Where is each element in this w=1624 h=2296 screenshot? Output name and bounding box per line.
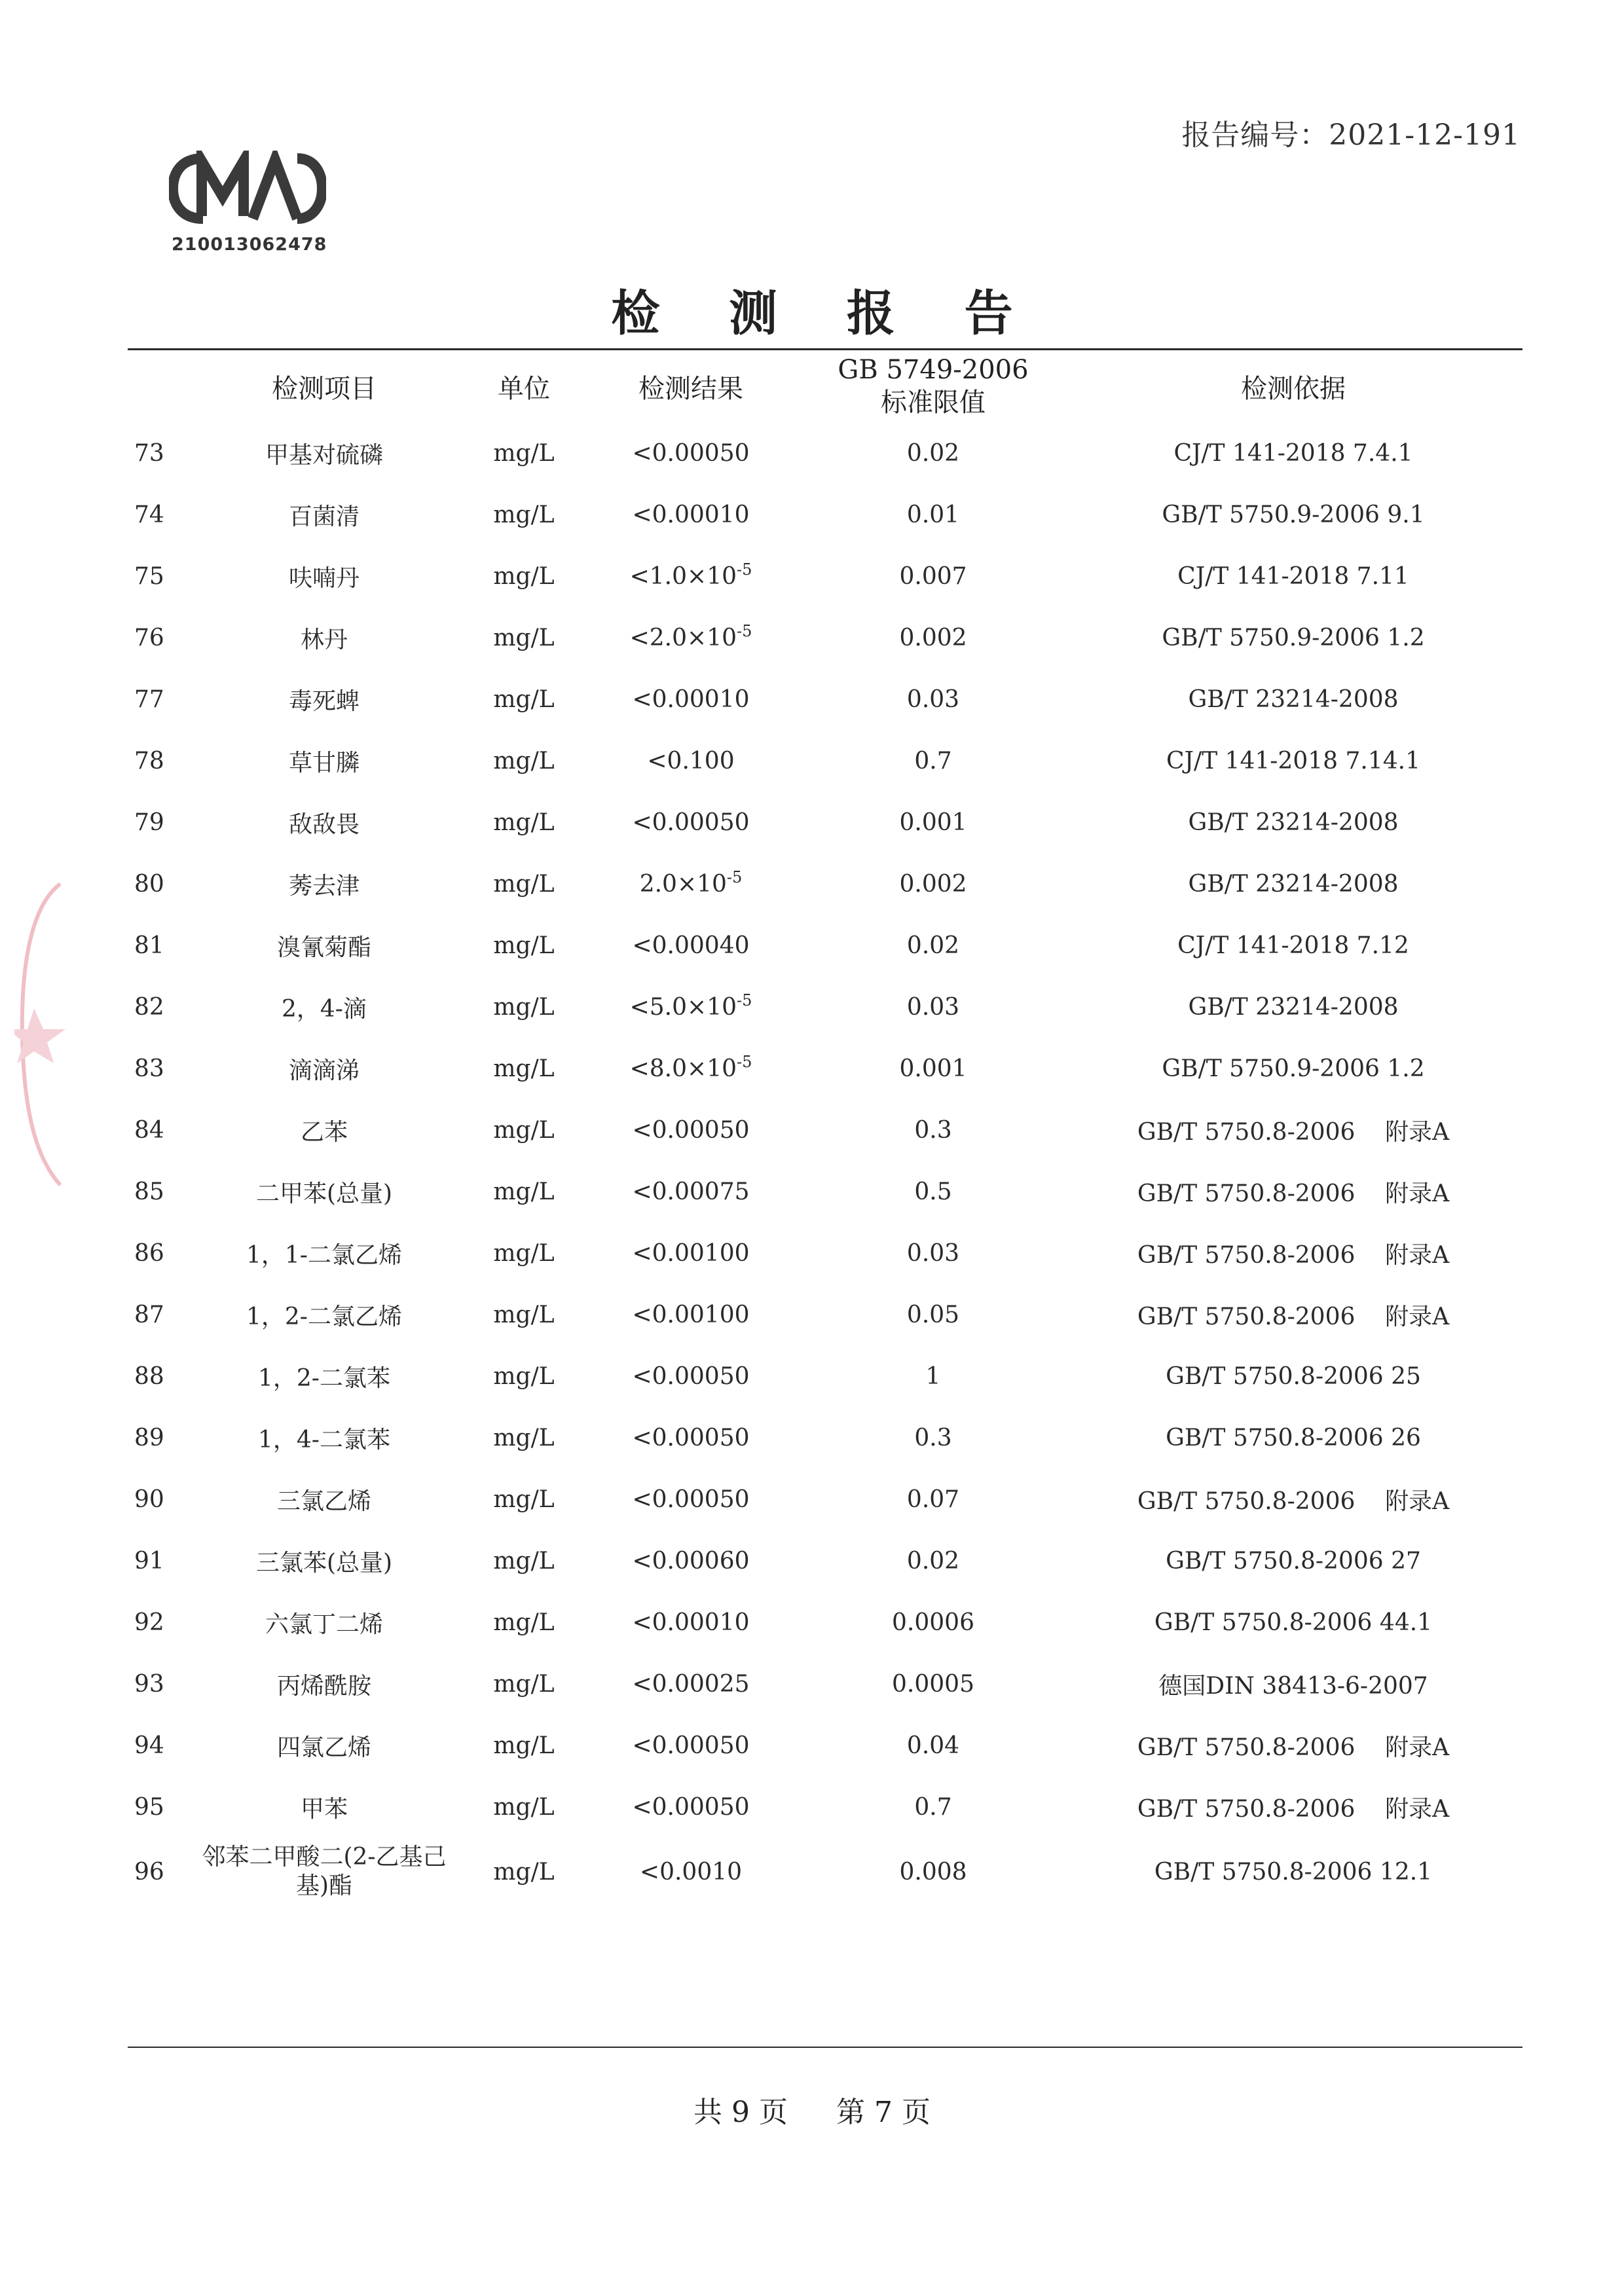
- results-table: [128, 350, 1522, 1906]
- table-row: [128, 484, 1522, 545]
- result-exponent: -5: [726, 867, 743, 886]
- row-limit: 0.0005: [892, 1670, 974, 1698]
- table-row: [128, 1345, 1522, 1407]
- row-basis: CJ/T 141-2018 7.4.1: [1173, 439, 1413, 467]
- row-result: <0.00100: [632, 1239, 750, 1267]
- result-base: 2.0×10: [639, 870, 727, 898]
- row-item: 敌敌畏: [288, 811, 360, 838]
- cma-code: 210013062478: [172, 234, 327, 255]
- row-no: 83: [134, 1055, 164, 1082]
- row-no: 89: [134, 1424, 164, 1451]
- row-limit: 0.02: [906, 439, 960, 467]
- row-unit: mg/L: [493, 1793, 555, 1821]
- row-result: <0.0010: [639, 1858, 743, 1886]
- row-item: 林丹: [300, 626, 348, 653]
- row-limit: 0.07: [906, 1485, 960, 1513]
- row-no: 95: [134, 1793, 164, 1821]
- row-no: 73: [134, 439, 164, 467]
- row-unit: mg/L: [493, 685, 555, 713]
- row-limit: 0.7: [914, 1793, 952, 1821]
- header-result: 检测结果: [638, 373, 743, 404]
- row-unit: mg/L: [493, 870, 555, 898]
- table-row: [128, 853, 1522, 915]
- row-unit: mg/L: [493, 1116, 555, 1144]
- row-basis: GB/T 5750.8-2006 25: [1166, 1362, 1421, 1390]
- table-row: [128, 1653, 1522, 1715]
- row-limit: 0.007: [899, 562, 967, 590]
- row-unit: mg/L: [493, 1858, 555, 1886]
- current-page: 第 7 页: [836, 2096, 931, 2129]
- row-result: <0.00010: [632, 501, 750, 528]
- row-item: 邻苯二甲酸二(2-乙基己基)酯: [202, 1844, 447, 1899]
- row-limit: 0.7: [914, 747, 952, 774]
- row-no: 75: [134, 562, 164, 590]
- row-limit: 0.03: [906, 1239, 960, 1267]
- row-basis: GB/T 23214-2008: [1188, 809, 1399, 836]
- row-result: <0.00050: [632, 1116, 750, 1144]
- row-basis: GB/T 5750.8-2006 附录A: [1137, 1303, 1450, 1330]
- result-base: <1.0×10: [629, 562, 737, 590]
- table-row: [128, 1592, 1522, 1653]
- bottom-rule: [128, 2047, 1522, 2048]
- row-item: 草甘膦: [288, 749, 360, 776]
- row-item: 溴氰菊酯: [276, 934, 371, 961]
- cma-mark-icon: [169, 151, 326, 229]
- page-footer: [0, 2088, 1624, 2130]
- row-result: <0.00010: [632, 1609, 750, 1636]
- row-limit: 0.001: [899, 809, 967, 836]
- row-unit: mg/L: [493, 1547, 555, 1575]
- row-no: 78: [134, 747, 164, 774]
- row-limit: 0.02: [906, 932, 960, 959]
- row-result: [580, 991, 802, 1021]
- row-basis: GB/T 5750.8-2006 44.1: [1154, 1609, 1433, 1636]
- row-result: [580, 560, 802, 590]
- row-limit: 0.04: [906, 1732, 960, 1759]
- row-limit: 0.02: [906, 1547, 960, 1575]
- row-unit: mg/L: [493, 1424, 555, 1451]
- row-item: 1，2-二氯苯: [258, 1364, 390, 1392]
- table-row: [128, 1038, 1522, 1099]
- row-result: <0.00040: [632, 932, 750, 959]
- row-item: 毒死蜱: [288, 687, 360, 715]
- row-limit: 0.03: [906, 685, 960, 713]
- row-result: [580, 867, 802, 898]
- row-limit: 0.001: [899, 1055, 967, 1082]
- row-unit: mg/L: [493, 624, 555, 651]
- row-result: <0.00025: [632, 1670, 750, 1698]
- row-item: 甲苯: [300, 1795, 348, 1823]
- row-result: <0.00050: [632, 1424, 750, 1451]
- row-no: 76: [134, 624, 164, 651]
- row-item: 1，1-二氯乙烯: [246, 1241, 402, 1269]
- row-basis: CJ/T 141-2018 7.12: [1177, 932, 1409, 959]
- total-pages: 共 9 页: [693, 2096, 788, 2129]
- row-basis: GB/T 5750.8-2006 附录A: [1137, 1487, 1450, 1515]
- header-item: 检测项目: [272, 373, 377, 404]
- row-basis: CJ/T 141-2018 7.11: [1177, 562, 1409, 590]
- row-unit: mg/L: [493, 1178, 555, 1205]
- table-header: [128, 350, 1522, 422]
- row-limit: 0.5: [914, 1178, 952, 1205]
- row-limit: 0.0006: [892, 1609, 974, 1636]
- row-basis: GB/T 5750.8-2006 27: [1166, 1547, 1421, 1575]
- row-unit: mg/L: [493, 993, 555, 1021]
- header-limit: [802, 354, 1064, 419]
- row-item: 丙烯酰胺: [276, 1672, 371, 1700]
- row-no: 86: [134, 1239, 164, 1267]
- row-no: 90: [134, 1485, 164, 1513]
- row-no: 77: [134, 685, 164, 713]
- row-basis: GB/T 5750.8-2006 附录A: [1137, 1241, 1450, 1269]
- table-row: [128, 1715, 1522, 1776]
- row-result: <0.00100: [632, 1301, 750, 1328]
- row-no: 88: [134, 1362, 164, 1390]
- row-basis: 德国DIN 38413-6-2007: [1158, 1672, 1428, 1700]
- row-item: 四氯乙烯: [276, 1734, 371, 1761]
- row-unit: mg/L: [493, 562, 555, 590]
- row-no: 94: [134, 1732, 164, 1759]
- row-limit: 0.3: [914, 1116, 952, 1144]
- row-result: <0.00050: [632, 1793, 750, 1821]
- row-basis: GB/T 5750.8-2006 附录A: [1137, 1118, 1450, 1146]
- row-item: 六氯丁二烯: [265, 1611, 383, 1638]
- row-unit: mg/L: [493, 1732, 555, 1759]
- row-result: <0.00075: [632, 1178, 750, 1205]
- row-unit: mg/L: [493, 501, 555, 528]
- table-row: [128, 915, 1522, 976]
- table-row: [128, 1284, 1522, 1345]
- stamp-fragment-icon: [14, 877, 67, 1192]
- row-no: 84: [134, 1116, 164, 1144]
- row-unit: mg/L: [493, 1609, 555, 1636]
- row-no: 81: [134, 932, 164, 959]
- table-row: [128, 1222, 1522, 1284]
- table-row: [128, 1407, 1522, 1468]
- table-row: [128, 976, 1522, 1038]
- row-limit: 0.3: [914, 1424, 952, 1451]
- cma-logo: [169, 151, 326, 255]
- row-result: <0.00050: [632, 439, 750, 467]
- row-basis: GB/T 23214-2008: [1188, 870, 1399, 898]
- result-exponent: -5: [737, 621, 752, 640]
- row-result: <0.00050: [632, 809, 750, 836]
- table-row: [128, 792, 1522, 853]
- row-basis: GB/T 23214-2008: [1188, 685, 1399, 713]
- row-limit: 1: [925, 1362, 941, 1390]
- table-row: [128, 607, 1522, 668]
- table-row: [128, 1099, 1522, 1161]
- report-title: 检 测 报 告: [611, 285, 1039, 342]
- row-unit: mg/L: [493, 1239, 555, 1267]
- row-item: 三氯苯(总量): [255, 1549, 393, 1576]
- row-unit: mg/L: [493, 1301, 555, 1328]
- row-no: 79: [134, 809, 164, 836]
- row-no: 92: [134, 1609, 164, 1636]
- result-base: <2.0×10: [629, 624, 737, 651]
- row-basis: GB/T 5750.8-2006 附录A: [1137, 1795, 1450, 1823]
- table-row: [128, 1161, 1522, 1222]
- row-limit: 0.01: [906, 501, 960, 528]
- row-result: <0.100: [647, 747, 735, 774]
- row-limit: 0.002: [899, 624, 967, 651]
- row-item: 三氯乙烯: [276, 1487, 371, 1515]
- table-row: [128, 1468, 1522, 1530]
- row-unit: mg/L: [493, 747, 555, 774]
- row-basis: GB/T 5750.9-2006 1.2: [1162, 1055, 1425, 1082]
- row-basis: GB/T 5750.8-2006 26: [1166, 1424, 1421, 1451]
- result-exponent: -5: [737, 560, 752, 579]
- row-basis: GB/T 5750.9-2006 1.2: [1162, 624, 1425, 651]
- row-unit: mg/L: [493, 1055, 555, 1082]
- table-row: [128, 730, 1522, 792]
- row-no: 93: [134, 1670, 164, 1698]
- row-unit: mg/L: [493, 932, 555, 959]
- result-exponent: -5: [737, 991, 752, 1010]
- row-no: 85: [134, 1178, 164, 1205]
- header-unit: 单位: [498, 373, 550, 404]
- table-row: [128, 1776, 1522, 1838]
- row-no: 96: [134, 1858, 164, 1886]
- row-unit: mg/L: [493, 1362, 555, 1390]
- row-limit: 0.002: [899, 870, 967, 898]
- row-item: 呋喃丹: [288, 564, 360, 592]
- row-item: 1，2-二氯乙烯: [246, 1303, 402, 1330]
- row-limit: 0.03: [906, 993, 960, 1021]
- row-basis: GB/T 5750.8-2006 附录A: [1137, 1180, 1450, 1207]
- table-row: [128, 1530, 1522, 1592]
- row-unit: mg/L: [493, 1485, 555, 1513]
- row-item: 滴滴涕: [288, 1057, 360, 1084]
- result-base: <8.0×10: [629, 1055, 737, 1082]
- row-unit: mg/L: [493, 439, 555, 467]
- row-result: [580, 621, 802, 651]
- row-item: 百菌清: [288, 503, 360, 530]
- header-limit-label: 标准限值: [881, 388, 986, 418]
- table-row: [128, 545, 1522, 607]
- row-no: 82: [134, 993, 164, 1021]
- row-basis: GB/T 23214-2008: [1188, 993, 1399, 1021]
- header-basis: 检测依据: [1241, 373, 1346, 404]
- row-result: <0.00050: [632, 1362, 750, 1390]
- row-basis: GB/T 5750.8-2006 附录A: [1137, 1734, 1450, 1761]
- row-result: <0.00050: [632, 1485, 750, 1513]
- row-item: 莠去津: [288, 872, 360, 900]
- row-item: 2，4-滴: [282, 995, 367, 1023]
- table-row: [128, 1838, 1522, 1906]
- result-base: <5.0×10: [629, 993, 737, 1021]
- report-number: 报告编号：2021-12-191: [1181, 118, 1521, 152]
- result-exponent: -5: [737, 1052, 752, 1071]
- header-limit-standard: GB 5749-2006: [838, 355, 1029, 385]
- row-basis: GB/T 5750.9-2006 9.1: [1162, 501, 1425, 528]
- row-result: <0.00010: [632, 685, 750, 713]
- row-item: 乙苯: [300, 1118, 348, 1146]
- row-no: 74: [134, 501, 164, 528]
- row-no: 87: [134, 1301, 164, 1328]
- row-item: 二甲苯(总量): [255, 1180, 393, 1207]
- row-no: 80: [134, 870, 164, 898]
- row-unit: mg/L: [493, 1670, 555, 1698]
- row-result: [580, 1052, 802, 1082]
- row-item: 1，4-二氯苯: [258, 1426, 390, 1453]
- table-row: [128, 668, 1522, 730]
- row-basis: CJ/T 141-2018 7.14.1: [1166, 747, 1420, 774]
- row-limit: 0.05: [906, 1301, 960, 1328]
- row-limit: 0.008: [899, 1858, 967, 1886]
- row-result: <0.00060: [632, 1547, 750, 1575]
- row-unit: mg/L: [493, 809, 555, 836]
- row-basis: GB/T 5750.8-2006 12.1: [1154, 1858, 1433, 1886]
- row-no: 91: [134, 1547, 164, 1575]
- table-row: [128, 422, 1522, 484]
- row-result: <0.00050: [632, 1732, 750, 1759]
- row-item: 甲基对硫磷: [265, 441, 383, 469]
